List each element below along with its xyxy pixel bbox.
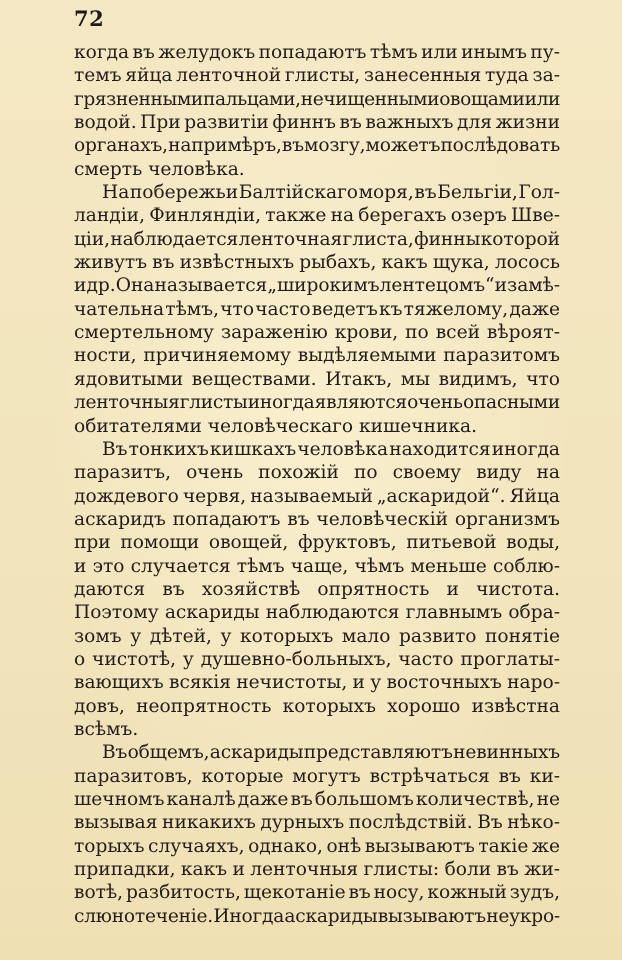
text-line: при помощи овощей, фруктовъ, питьевой воды, [74, 532, 560, 554]
text-line: ности, причиняемому выдѣляемыми паразитомъ [74, 345, 560, 367]
text-line: зомъ у дѣтей, у которыхъ мало развито понятіе [74, 625, 560, 647]
text-line: паразитовъ, которые могутъ встрѣчаться въ ки- [74, 765, 560, 787]
text-line: когда въ желудокъ попадаютъ тѣмъ или инымъ пу- [74, 42, 560, 63]
text-line: смертельному зараженію крови, по всей вѣроят- [74, 322, 560, 344]
text-line: темъ яйца ленточной глисты, занесенныя туда за- [74, 65, 560, 87]
text-line: Поэтому аскариды наблюдаются главнымъ обра- [74, 602, 560, 624]
text-line: чательна тѣмъ, что часто ведетъ къ тяжелому, даже [74, 298, 560, 320]
text-line: даются въ хозяйствѣ опрятность и чистота. [74, 578, 560, 600]
text-line: живутъ въ извѣстныхъ рыбахъ, какъ щука, лосось [74, 252, 560, 274]
text-line: о чистотѣ, у душевно-больныхъ, часто проглаты- [74, 648, 560, 670]
text-line: органахъ, напримѣръ, въ мозгу, можетъ послѣдовать [74, 135, 560, 157]
text-line: вающихъ всякія нечистоты, и у восточныхъ наро- [74, 672, 560, 694]
paragraph-2 [74, 181, 560, 438]
text-line: Въ тонкихъ кишкахъ человѣка находится иногда [102, 438, 560, 460]
text-line: На побережьи Балтійскаго моря, въ Бельгіи, Гол- [102, 182, 560, 204]
page-number: 72 [74, 6, 105, 31]
text-line: обитателями человѣческаго кишечника. [74, 415, 477, 437]
text-line: грязненными пальцами, нечищенными овощами или [74, 88, 560, 110]
text-line: ціи, наблюдается ленточная глиста, финны которой [74, 228, 560, 250]
text-line: припадки, какъ и ленточныя глисты: боли въ жи- [74, 859, 560, 881]
text-line: и др. Она называется „широкимъ лентецомъ“ и замѣ- [74, 275, 560, 297]
text-line: ландіи, Финляндіи, также на берегахъ озеръ Шве- [74, 205, 560, 227]
text-line: аскаридъ попадаютъ въ человѣческій организмъ [74, 508, 560, 530]
paragraph-3 [74, 438, 560, 741]
body-text [74, 41, 560, 928]
text-line: вызывая никакихъ дурныхъ послѣдствій. Въ нѣко- [74, 812, 560, 834]
text-line: ленточныя глисты иногда являются очень опасными [74, 392, 560, 414]
text-line: паразитъ, очень похожій по своему виду на [74, 462, 560, 484]
text-line: торыхъ случаяхъ, однако, онѣ вызываютъ такіе же [74, 835, 560, 857]
paragraph-1 [74, 41, 560, 181]
text-line: ядовитыми веществами. Итакъ, мы видимъ, что [74, 368, 560, 390]
text-line: вотѣ, разбитость, щекотаніе въ носу, кожный зудъ, [74, 882, 560, 904]
text-line: шечномъ каналѣ даже въ большомъ количествѣ, не [74, 789, 560, 810]
paragraph-4 [74, 741, 560, 928]
text-line: довъ, неопрятность которыхъ хорошо извѣстна [74, 695, 560, 717]
text-line: слюнотеченіе. Иногда аскариды вызываютъ неукро- [74, 905, 560, 927]
text-line: Въ общемъ, аскариды представляютъ невинныхъ [102, 742, 560, 764]
text-line: дождевого червя, называемый „аскаридой“. Яйца [74, 485, 560, 507]
text-line: всѣмъ. [74, 718, 139, 740]
text-line: водой. При развитіи финнъ въ важныхъ для жизни [74, 112, 560, 134]
text-line: смерть человѣка. [74, 158, 245, 180]
text-line: и это случается тѣмъ чаще, чѣмъ меньше соблю- [74, 555, 560, 577]
